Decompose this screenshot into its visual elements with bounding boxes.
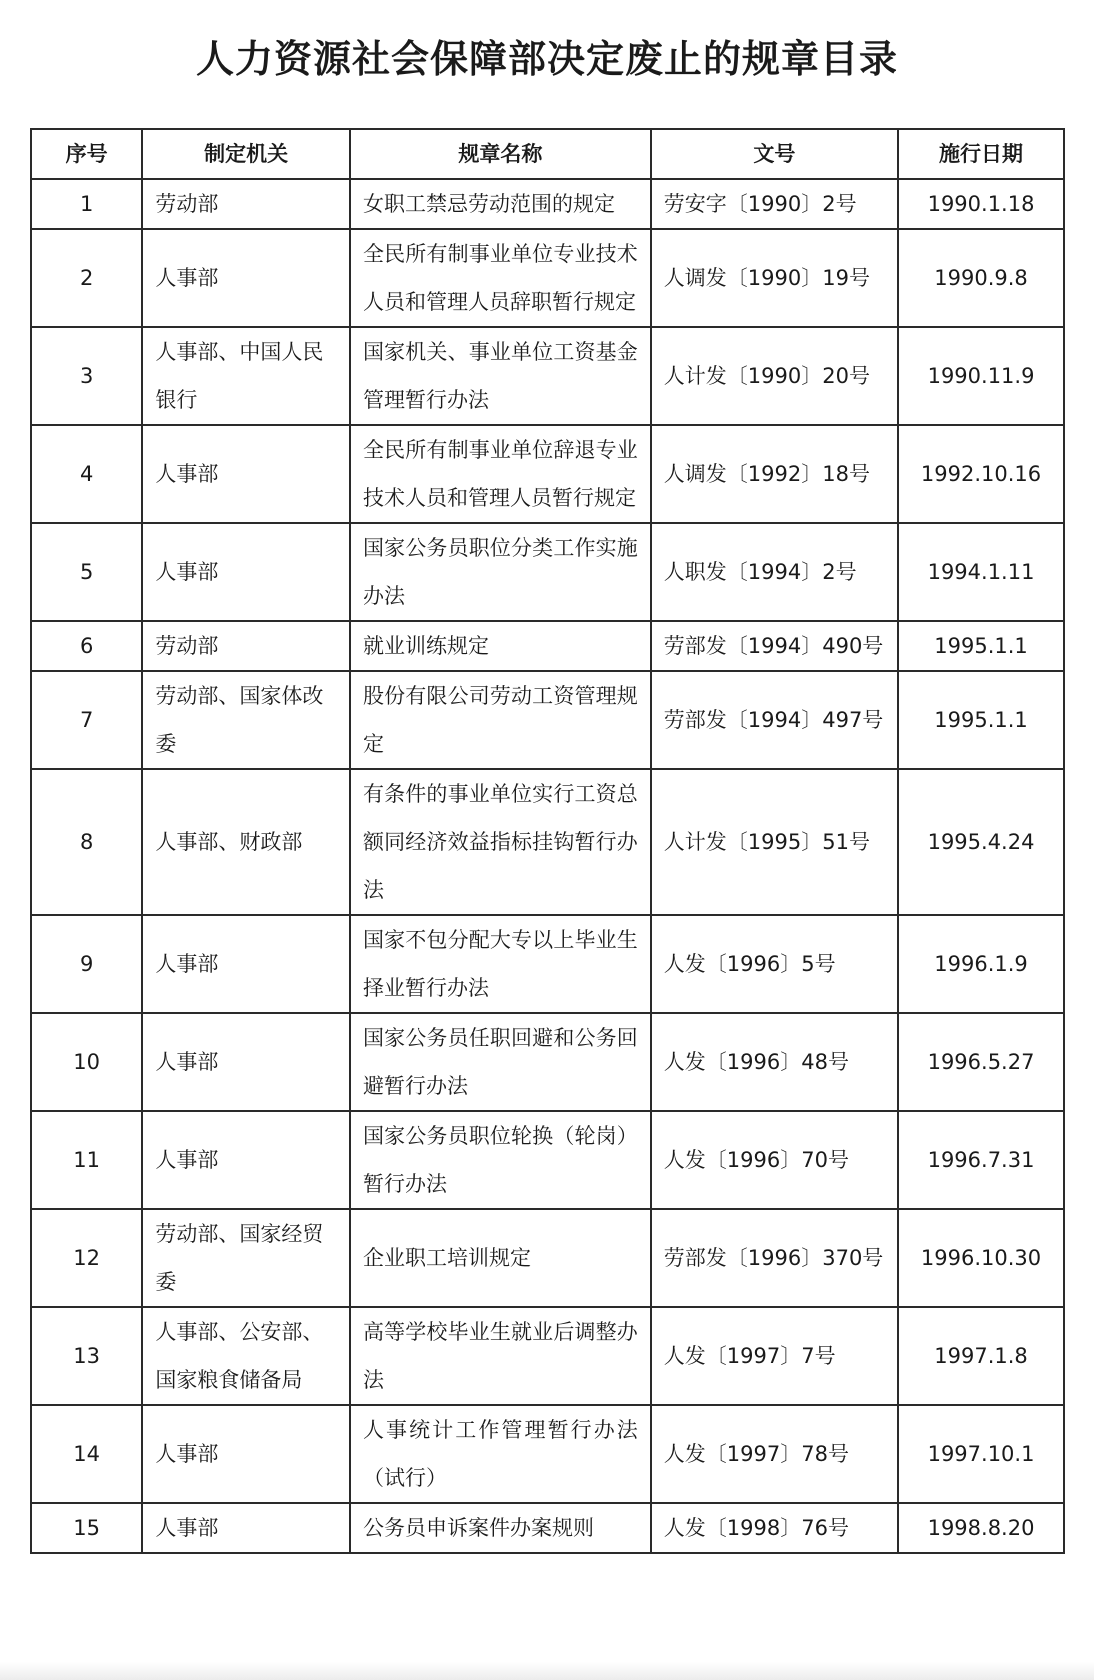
header-date: 施行日期	[898, 129, 1064, 179]
cell-agency: 人事部	[142, 1405, 350, 1503]
cell-document-number: 人发〔1998〕76号	[651, 1503, 898, 1553]
cell-agency: 人事部	[142, 1111, 350, 1209]
cell-num: 3	[31, 327, 142, 425]
header-name: 规章名称	[350, 129, 651, 179]
cell-document-number: 人发〔1996〕5号	[651, 915, 898, 1013]
cell-num: 8	[31, 769, 142, 915]
cell-num: 6	[31, 621, 142, 671]
cell-effective-date: 1990.9.8	[898, 229, 1064, 327]
cell-effective-date: 1996.10.30	[898, 1209, 1064, 1307]
table-row	[31, 425, 1064, 523]
table-row	[31, 1503, 1064, 1553]
regulations-table	[30, 128, 1065, 1554]
table-row	[31, 671, 1064, 769]
cell-effective-date: 1996.5.27	[898, 1013, 1064, 1111]
cell-regulation-name: 有条件的事业单位实行工资总额同经济效益指标挂钩暂行办法	[350, 769, 651, 915]
cell-agency: 人事部、财政部	[142, 769, 350, 915]
bottom-shadow	[0, 1662, 1094, 1680]
page-title: 人力资源社会保障部决定废止的规章目录	[195, 37, 898, 81]
table-row	[31, 1013, 1064, 1111]
cell-effective-date: 1997.1.8	[898, 1307, 1064, 1405]
table-row	[31, 523, 1064, 621]
cell-agency: 劳动部	[142, 621, 350, 671]
cell-document-number: 人发〔1997〕7号	[651, 1307, 898, 1405]
cell-effective-date: 1996.1.9	[898, 915, 1064, 1013]
cell-effective-date: 1995.1.1	[898, 621, 1064, 671]
cell-regulation-name: 人事统计工作管理暂行办法（试行）	[350, 1405, 651, 1503]
cell-document-number: 人职发〔1994〕2号	[651, 523, 898, 621]
table-row	[31, 769, 1064, 915]
cell-num: 7	[31, 671, 142, 769]
cell-regulation-name: 公务员申诉案件办案规则	[350, 1503, 651, 1553]
cell-num: 1	[31, 179, 142, 229]
table-body	[31, 179, 1064, 1553]
cell-document-number: 人调发〔1990〕19号	[651, 229, 898, 327]
table-row	[31, 229, 1064, 327]
cell-agency: 劳动部、国家经贸委	[142, 1209, 350, 1307]
cell-regulation-name: 企业职工培训规定	[350, 1209, 651, 1307]
cell-effective-date: 1990.11.9	[898, 327, 1064, 425]
table-row	[31, 179, 1064, 229]
cell-agency: 劳动部、国家体改委	[142, 671, 350, 769]
cell-regulation-name: 国家公务员职位轮换（轮岗）暂行办法	[350, 1111, 651, 1209]
cell-effective-date: 1995.4.24	[898, 769, 1064, 915]
cell-effective-date: 1994.1.11	[898, 523, 1064, 621]
table-header-row	[31, 129, 1064, 179]
cell-num: 10	[31, 1013, 142, 1111]
header-doc: 文号	[651, 129, 898, 179]
cell-document-number: 人发〔1996〕48号	[651, 1013, 898, 1111]
cell-effective-date: 1995.1.1	[898, 671, 1064, 769]
cell-document-number: 人调发〔1992〕18号	[651, 425, 898, 523]
cell-document-number: 人发〔1997〕78号	[651, 1405, 898, 1503]
table-row	[31, 1111, 1064, 1209]
cell-agency: 人事部	[142, 523, 350, 621]
table-row	[31, 1405, 1064, 1503]
cell-regulation-name: 国家公务员职位分类工作实施办法	[350, 523, 651, 621]
cell-regulation-name: 国家公务员任职回避和公务回避暂行办法	[350, 1013, 651, 1111]
cell-num: 15	[31, 1503, 142, 1553]
cell-effective-date: 1998.8.20	[898, 1503, 1064, 1553]
cell-regulation-name: 国家不包分配大专以上毕业生择业暂行办法	[350, 915, 651, 1013]
cell-document-number: 劳部发〔1994〕490号	[651, 621, 898, 671]
cell-regulation-name: 女职工禁忌劳动范围的规定	[350, 179, 651, 229]
cell-num: 11	[31, 1111, 142, 1209]
cell-num: 4	[31, 425, 142, 523]
cell-agency: 人事部	[142, 1503, 350, 1553]
cell-regulation-name: 高等学校毕业生就业后调整办法	[350, 1307, 651, 1405]
header-agency: 制定机关	[142, 129, 350, 179]
cell-agency: 人事部、中国人民银行	[142, 327, 350, 425]
header-num: 序号	[31, 129, 142, 179]
table-row	[31, 621, 1064, 671]
cell-effective-date: 1992.10.16	[898, 425, 1064, 523]
cell-num: 2	[31, 229, 142, 327]
cell-num: 9	[31, 915, 142, 1013]
cell-document-number: 人计发〔1990〕20号	[651, 327, 898, 425]
cell-effective-date: 1996.7.31	[898, 1111, 1064, 1209]
cell-num: 12	[31, 1209, 142, 1307]
table-row	[31, 327, 1064, 425]
cell-regulation-name: 全民所有制事业单位专业技术人员和管理人员辞职暂行规定	[350, 229, 651, 327]
cell-document-number: 劳部发〔1996〕370号	[651, 1209, 898, 1307]
cell-effective-date: 1990.1.18	[898, 179, 1064, 229]
cell-effective-date: 1997.10.1	[898, 1405, 1064, 1503]
cell-document-number: 劳部发〔1994〕497号	[651, 671, 898, 769]
cell-document-number: 人计发〔1995〕51号	[651, 769, 898, 915]
cell-agency: 人事部	[142, 1013, 350, 1111]
cell-agency: 人事部	[142, 229, 350, 327]
table-row	[31, 1307, 1064, 1405]
cell-regulation-name: 全民所有制事业单位辞退专业技术人员和管理人员暂行规定	[350, 425, 651, 523]
cell-agency: 人事部	[142, 915, 350, 1013]
cell-agency: 劳动部	[142, 179, 350, 229]
cell-regulation-name: 股份有限公司劳动工资管理规定	[350, 671, 651, 769]
cell-document-number: 人发〔1996〕70号	[651, 1111, 898, 1209]
cell-num: 5	[31, 523, 142, 621]
cell-num: 14	[31, 1405, 142, 1503]
cell-agency: 人事部	[142, 425, 350, 523]
table-row	[31, 915, 1064, 1013]
table-row	[31, 1209, 1064, 1307]
cell-regulation-name: 就业训练规定	[350, 621, 651, 671]
cell-regulation-name: 国家机关、事业单位工资基金管理暂行办法	[350, 327, 651, 425]
cell-agency: 人事部、公安部、国家粮食储备局	[142, 1307, 350, 1405]
cell-num: 13	[31, 1307, 142, 1405]
cell-document-number: 劳安字〔1990〕2号	[651, 179, 898, 229]
